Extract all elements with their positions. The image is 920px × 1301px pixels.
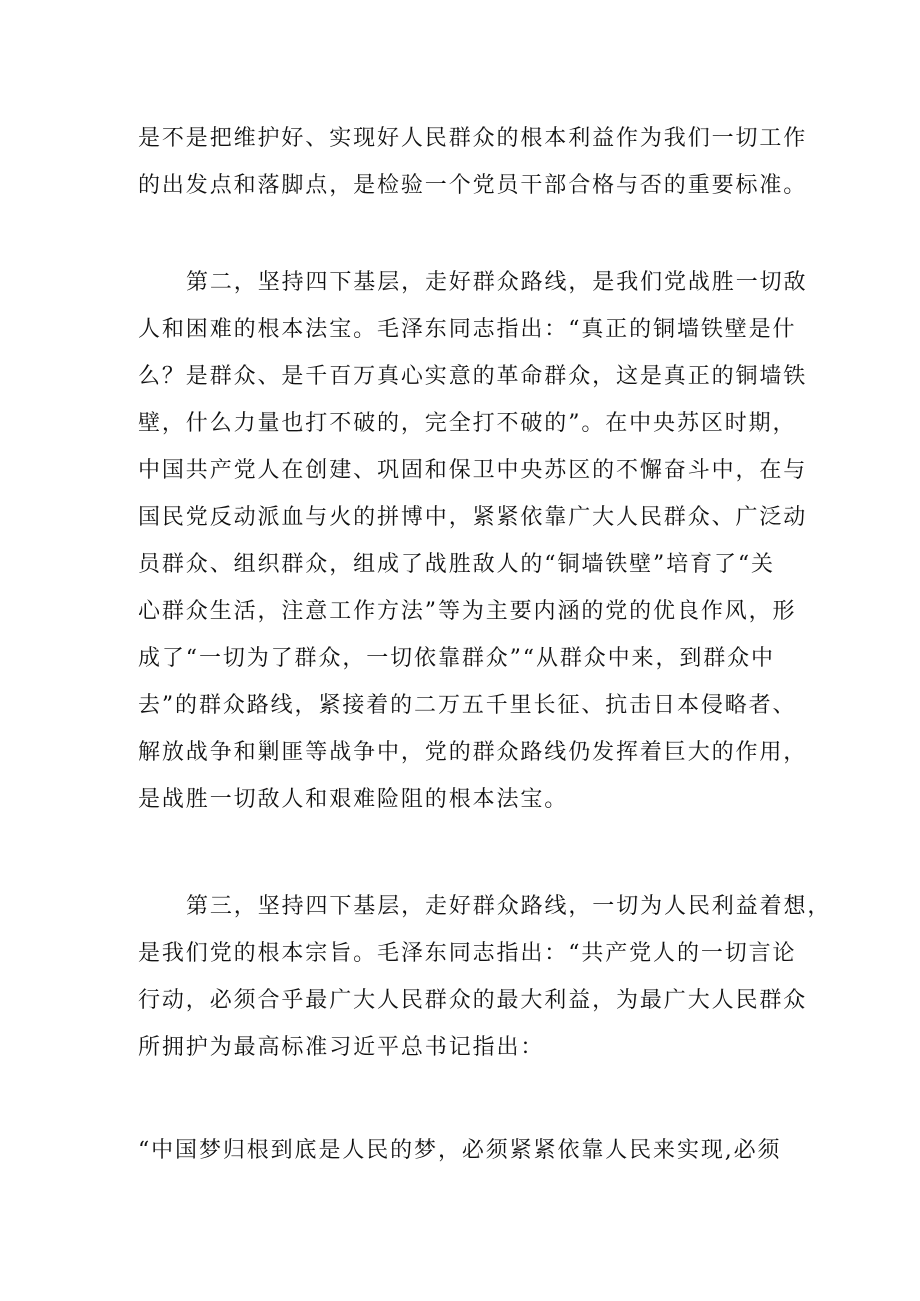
paragraph-2-line-10: 去”的群众路线，紧接着的二万五千里长征、抗击日本侵略者、: [138, 693, 797, 718]
paragraph-2-line-3: 么？是群众、是千百万真心实意的革命群众，这是真正的铜墙铁: [138, 364, 808, 389]
paragraph-3-line-2: 是我们党的根本宗旨。毛泽东同志指出：“共产党人的一切言论: [138, 941, 797, 966]
paragraph-2-line-12: 是战胜一切敌人和艰难险阻的根本法宝。: [138, 787, 569, 812]
paragraph-2-line-1: 第二，坚持四下基层，走好群众路线，是我们党战胜一切敌: [186, 270, 808, 295]
paragraph-4-line-1: “中国梦归根到底是人民的梦，必须紧紧依靠人民来实现,必须: [138, 1138, 782, 1163]
paragraph-1-line-2: 的出发点和落脚点，是检验一个党员干部合格与否的重要标准。: [138, 173, 808, 198]
paragraph-2-line-11: 解放战争和剿匪等战争中，党的群众路线仍发挥着巨大的作用，: [138, 740, 808, 765]
paragraph-3-line-4: 所拥护为最高标准习近平总书记指出：: [138, 1035, 545, 1060]
paragraph-2-line-6: 国民党反动派血与火的拼博中，紧紧依靠广大人民群众、广泛动: [138, 505, 808, 530]
paragraph-3-line-1: 第三，坚持四下基层，走好群众路线，一切为人民利益着想，: [186, 894, 832, 919]
paragraph-2-line-7: 员群众、组织群众，组成了战胜敌人的“铜墙铁壁”培育了“关: [138, 552, 775, 577]
paragraph-2-line-4: 壁，什么力量也打不破的，完全打不破的”。在中央苏区时期，: [138, 411, 797, 436]
paragraph-2-line-2: 人和困难的根本法宝。毛泽东同志指出：“真正的铜墙铁壁是什: [138, 317, 797, 342]
paragraph-3-line-3: 行动，必须合乎最广大人民群众的最大利益，为最广大人民群众: [138, 988, 808, 1013]
paragraph-2-line-5: 中国共产党人在创建、巩固和保卫中央苏区的不懈奋斗中，在与: [138, 458, 808, 483]
paragraph-2-line-9: 成了“一切为了群众，一切依靠群众”“从群众中来，到群众中: [138, 646, 775, 671]
paragraph-1-line-1: 是不是把维护好、实现好人民群众的根本利益作为我们一切工作: [138, 126, 808, 151]
paragraph-2-line-8: 心群众生活，注意工作方法”等为主要内涵的党的优良作风，形: [138, 599, 797, 624]
